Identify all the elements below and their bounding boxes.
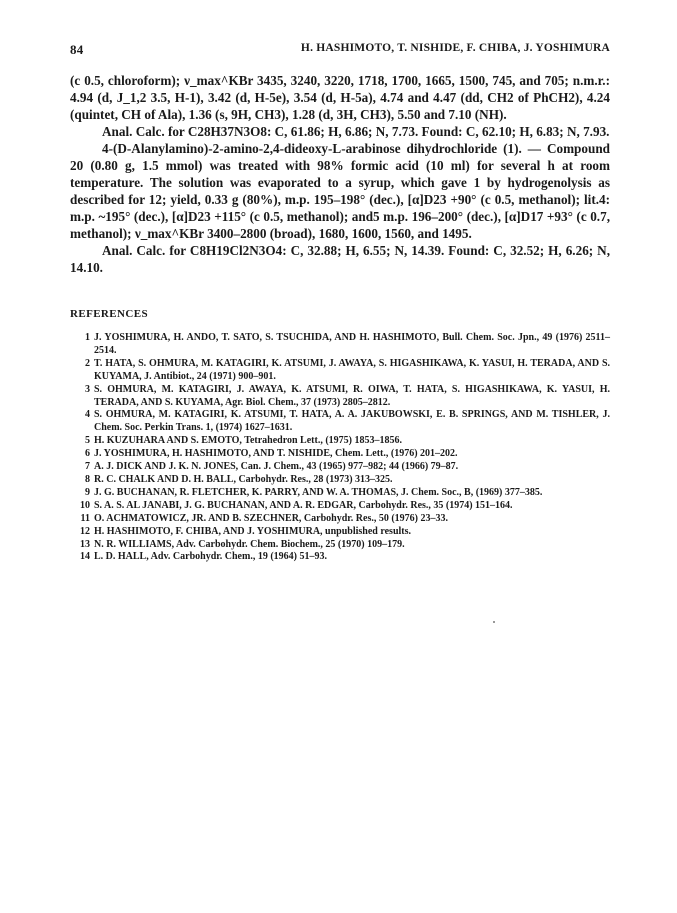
reference-number: 13 (80, 538, 90, 550)
reference-number: 1 (85, 332, 90, 343)
reference-text: S. A. S. AL JANABI, J. G. BUCHANAN, AND A. R. EDGAR, Carbohydr. Res., 35 (1974) 151–164. (94, 499, 513, 511)
reference-text: R. C. CHALK AND D. H. BALL, Carbohydr. Res., 28 (1973) 313–325. (94, 473, 393, 485)
references-list (70, 332, 610, 564)
reference-item (70, 448, 610, 461)
reference-text: J. YOSHIMURA, H. ANDO, T. SATO, S. TSUCHIDA, AND H. HASHIMOTO, Bull. Chem. Soc. Jpn., 49 (1976) 2511–2514. (94, 332, 610, 356)
page-header (70, 42, 610, 60)
references-heading: REFERENCES (70, 308, 148, 320)
reference-number: 11 (80, 512, 90, 524)
reference-text: J. G. BUCHANAN, R. FLETCHER, K. PARRY, AND W. A. THOMAS, J. Chem. Soc., B, (1969) 377–385. (94, 486, 543, 498)
reference-number: 6 (85, 448, 90, 460)
reference-text: L. D. HALL, Adv. Carbohydr. Chem., 19 (1964) 51–93. (94, 551, 327, 563)
reference-item (70, 513, 610, 526)
reference-number: 5 (85, 435, 90, 447)
reference-text: S. OHMURA, M. KATAGIRI, K. ATSUMI, T. HATA, A. A. JAKUBOWSKI, E. B. SPRINGS, AND M. TISHLER, J. Chem. Soc. Perkin Trans. 1, (1974) 1627–1631. (94, 409, 610, 434)
reference-number: 3 (85, 383, 90, 395)
spectral-data-paragraph: (c 0.5, chloroform); ν_max^KBr 3435, 3240, 3220, 1718, 1700, 1665, 1500, 745, and 705; n.m.r.: 4.94 (d, J_1,2 3.5, H-1), 3.42 (d, H-5e), 3.54 (d, H-5a), 4.74 and 4.47 (dd, CH2 of PhCH2), 4.24 (quintet, CH of Ala), 1.36 (s, 9H, CH3), 1.28 (d, 3H, CH3), 5.50 and 7.10 (NH). (70, 73, 610, 122)
reference-text: H. HASHIMOTO, F. CHIBA, AND J. YOSHIMURA, unpublished results. (94, 525, 412, 537)
reference-item (70, 332, 610, 358)
reference-item (70, 474, 610, 487)
reference-number: 14 (80, 551, 90, 563)
reference-text: H. KUZUHARA AND S. EMOTO, Tetrahedron Lett., (1975) 1853–1856. (94, 435, 402, 447)
compound-preparation-paragraph: 4-(D-Alanylamino)-2-amino-2,4-dideoxy-L-arabinose dihydrochloride (1). — Compound 20 (0.80 g, 1.5 mmol) was treated with 98% formic acid (10 ml) for several h at room temperature. The solution was evaporated to a syrup, which gave 1 by hydrogenolysis as described for 12; yield, 0.33 g (80%), m.p. 195–198° (dec.), [α]D23 +90° (c 0.5, methanol); lit.4: m.p. ~195° (dec.), [α]D23 +115° (c 0.5, methanol); and5 m.p. 196–200° (dec.), [α]D17 +93° (c 0.7, methanol); ν_max^KBr 3400–2800 (broad), 1680, 1600, 1560, and 1495. (70, 141, 610, 241)
reference-number: 7 (85, 461, 90, 473)
analysis-paragraph: Anal. Calc. for C28H37N3O8: C, 61.86; H, 6.86; N, 7.73. Found: C, 62.10; H, 6.83; N, 7.93. (102, 124, 610, 139)
experimental-text (70, 72, 610, 276)
reference-number: 4 (85, 409, 90, 421)
journal-page (70, 42, 610, 564)
reference-text: J. YOSHIMURA, H. HASHIMOTO, AND T. NISHIDE, Chem. Lett., (1976) 201–202. (94, 448, 458, 460)
reference-item (70, 384, 610, 410)
page-number: 84 (70, 42, 84, 57)
reference-number: 12 (80, 525, 90, 537)
reference-text: N. R. WILLIAMS, Adv. Carbohydr. Chem. Biochem., 25 (1970) 109–179. (94, 538, 405, 550)
reference-number: 9 (85, 486, 90, 498)
reference-item (70, 539, 610, 552)
reference-item (70, 358, 610, 384)
reference-text: S. OHMURA, M. KATAGIRI, J. AWAYA, K. ATSUMI, R. OIWA, T. HATA, S. HIGASHIKAWA, K. YASUI, H. TERADA, AND S. KUYAMA, Agr. Biol. Chem., 37 (1973) 2805–2812. (94, 383, 610, 408)
reference-number: 2 (85, 357, 90, 369)
running-title: H. HASHIMOTO, T. NISHIDE, F. CHIBA, J. YOSHIMURA (300, 42, 610, 54)
reference-item (70, 487, 610, 500)
reference-item (70, 435, 610, 448)
reference-item (70, 526, 610, 539)
reference-item (70, 409, 610, 435)
scan-speck (493, 621, 495, 623)
reference-item (70, 551, 610, 564)
reference-text: A. J. DICK AND J. K. N. JONES, Can. J. Chem., 43 (1965) 977–982; 44 (1966) 79–87. (94, 461, 459, 473)
reference-text: O. ACHMATOWICZ, JR. AND B. SZECHNER, Carbohydr. Res., 50 (1976) 23–33. (94, 512, 449, 524)
reference-item (70, 461, 610, 474)
reference-text: T. HATA, S. OHMURA, M. KATAGIRI, K. ATSUMI, J. AWAYA, S. HIGASHIKAWA, K. YASUI, H. TERADA, AND S. KUYAMA, J. Antibiot., 24 (1971) 900–901. (94, 357, 610, 382)
analysis-paragraph: Anal. Calc. for C8H19Cl2N3O4: C, 32.88; H, 6.55; N, 14.39. Found: C, 32.52; H, 6.26; N, 14.10. (70, 243, 610, 275)
reference-item (70, 500, 610, 513)
reference-number: 10 (80, 499, 90, 511)
reference-number: 8 (85, 473, 90, 485)
